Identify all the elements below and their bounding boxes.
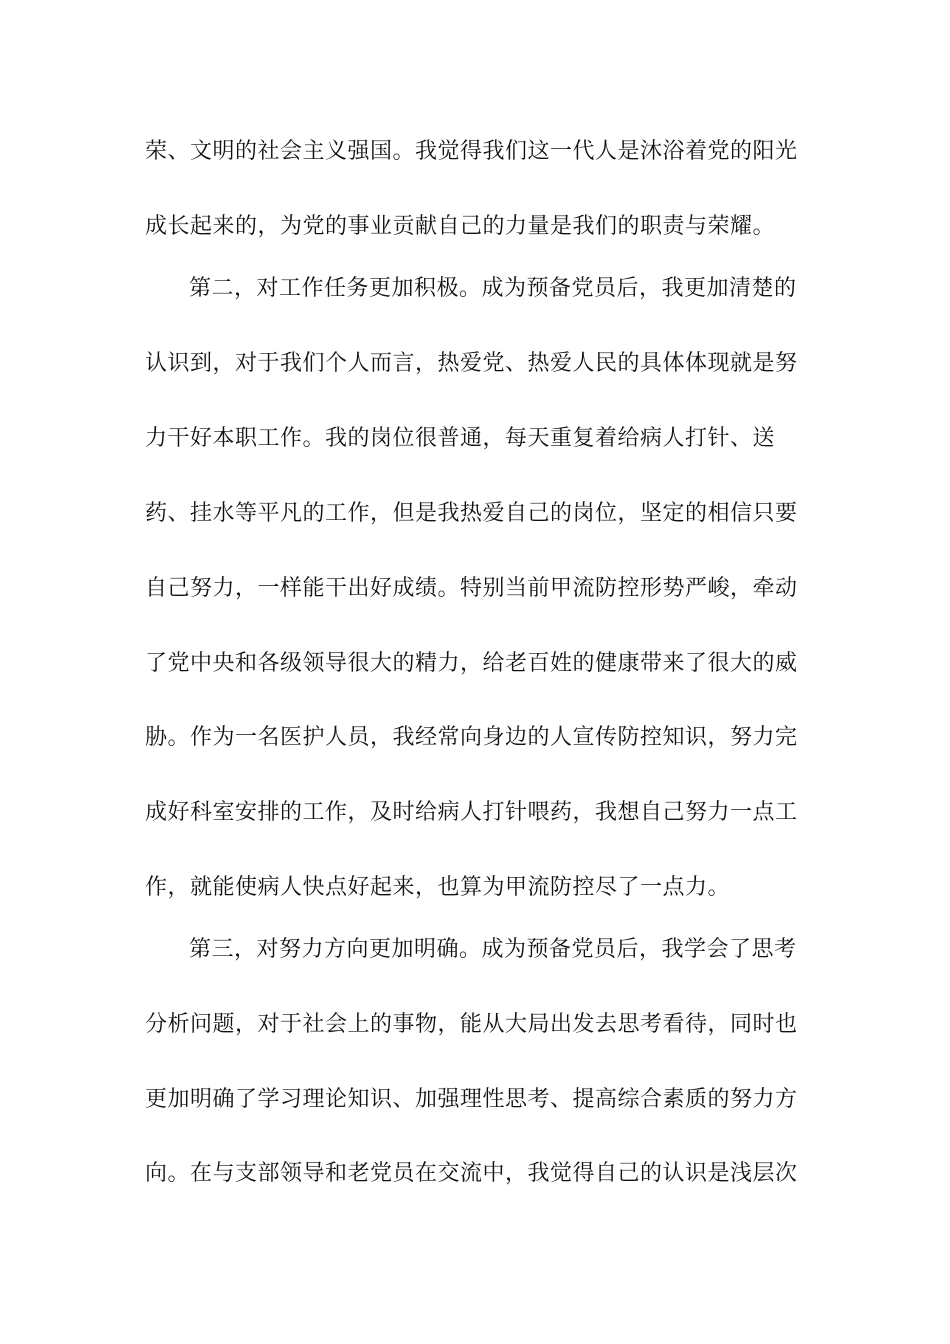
text-line-4: 认识到，对于我们个人而言，热爱党、热爱人民的具体体现就是努 [145, 351, 798, 376]
paragraph-2-first-line: 第二，对工作任务更加积极。成为预备党员后，我更加清楚的 [189, 276, 797, 301]
text-line-10: 成好科室安排的工作，及时给病人打针喂药，我想自己努力一点工 [145, 800, 798, 825]
text-line-5: 力干好本职工作。我的岗位很普通，每天重复着给病人打针、送 [145, 426, 776, 451]
text-line-8: 了党中央和各级领导很大的精力，给老百姓的健康带来了很大的威 [145, 651, 798, 676]
text-line-6: 药、挂水等平凡的工作，但是我热爱自己的岗位，坚定的相信只要 [145, 501, 798, 526]
text-line-2: 成长起来的，为党的事业贡献自己的力量是我们的职责与荣耀。 [145, 214, 776, 239]
text-line-15: 向。在与支部领导和老党员在交流中，我觉得自己的认识是浅层次 [145, 1161, 798, 1186]
paragraph-3-first-line: 第三，对努力方向更加明确。成为预备党员后，我学会了思考 [189, 937, 797, 962]
text-line-13: 分析问题，对于社会上的事物，能从大局出发去思考看待，同时也 [145, 1012, 798, 1037]
text-line-9: 胁。作为一名医护人员，我经常向身边的人宣传防控知识，努力完 [145, 725, 798, 750]
text-line-14: 更加明确了学习理论知识、加强理性思考、提高综合素质的努力方 [145, 1087, 798, 1112]
text-line-1: 荣、文明的社会主义强国。我觉得我们这一代人是沐浴着党的阳光 [145, 139, 798, 164]
text-line-7: 自己努力，一样能干出好成绩。特别当前甲流防控形势严峻，牵动 [145, 576, 798, 601]
text-line-11: 作，就能使病人快点好起来，也算为甲流防控尽了一点力。 [145, 875, 731, 900]
